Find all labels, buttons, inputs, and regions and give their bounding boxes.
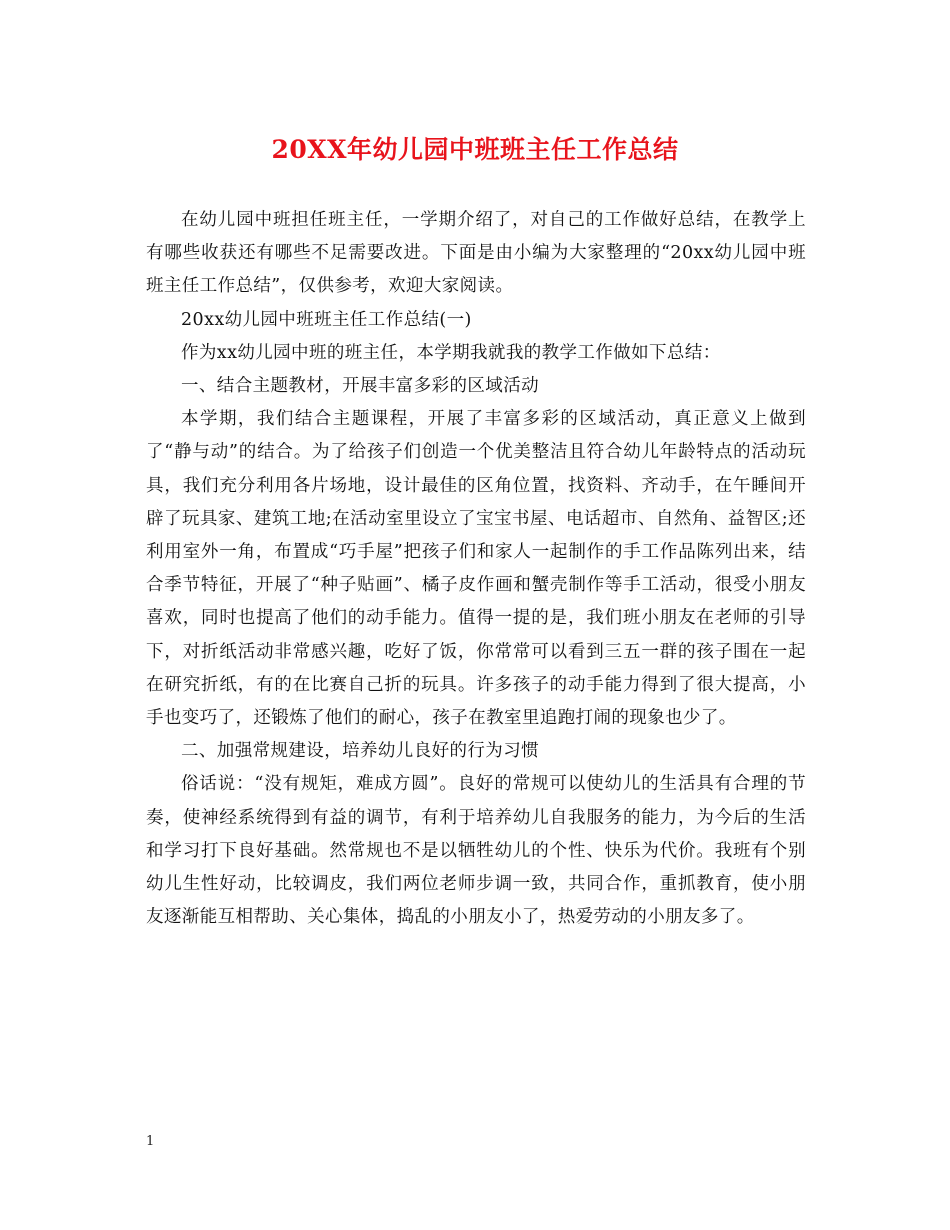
paragraph-area-activities: 本学期，我们结合主题课程，开展了丰富多彩的区域活动，真正意义上做到了“静与动”的结合。为了给孩子们创造一个优美整洁且符合幼儿年龄特点的活动玩具，我们充分利用各片场地，设计最佳的区角位置，找资料、齐动手，在午睡间开辟了玩具家、建筑工地;在活动室里设立了宝宝书屋、电话超市、自然角、益智区;还利用室外一角，布置成“巧手屋”把孩子们和家人一起制作的手工作品陈列出来，结合季节特征，开展了“种子贴画”、橘子皮作画和蟹壳制作等手工活动，很受小朋友喜欢，同时也提高了他们的动手能力。值得一提的是，我们班小朋友在老师的引导下，对折纸活动非常感兴趣，吃好了饭，你常常可以看到三五一群的孩子围在一起在研究折纸，有的在比赛自己折的玩具。许多孩子的动手能力得到了很大提高，小手也变巧了，还锻炼了他们的耐心，孩子在教室里追跑打闹的现象也少了。 [146,409,806,729]
opening-statement: 作为xx幼儿园中班的班主任，本学期我就我的教学工作做如下总结： [181,342,721,363]
heading-one: 一、结合主题教材，开展丰富多彩的区域活动 [181,376,539,397]
section-title-part-one: 20xx幼儿园中班班主任工作总结(一) [181,309,472,330]
heading-two: 二、加强常规建设，培养幼儿良好的行为习惯 [181,741,539,762]
paragraph-routine-building: 俗话说：“没有规矩，难成方圆”。良好的常规可以使幼儿的生活具有合理的节奏，使神经系统得到有益的调节，有利于培养幼儿自我服务的能力，为今后的生活和学习打下良好基础。然常规也不是以牺牲幼儿的个性、快乐为代价。我班有个别幼儿生性好动，比较调皮，我们两位老师步调一致，共同合作，重抓教育，使小朋友逐渐能互相帮助、关心集体，捣乱的小朋友小了，热爱劳动的小朋友多了。 [146,774,806,928]
page-number: 1 [146,1134,155,1149]
document-body [146,204,806,934]
intro-paragraph: 在幼儿园中班担任班主任，一学期介绍了，对自己的工作做好总结，在教学上有哪些收获还有哪些不足需要改进。下面是由小编为大家整理的“20xx幼儿园中班班主任工作总结”，仅供参考，欢迎大家阅读。 [146,210,806,297]
document-title: 20XX年幼儿园中班班主任工作总结 [271,135,679,164]
